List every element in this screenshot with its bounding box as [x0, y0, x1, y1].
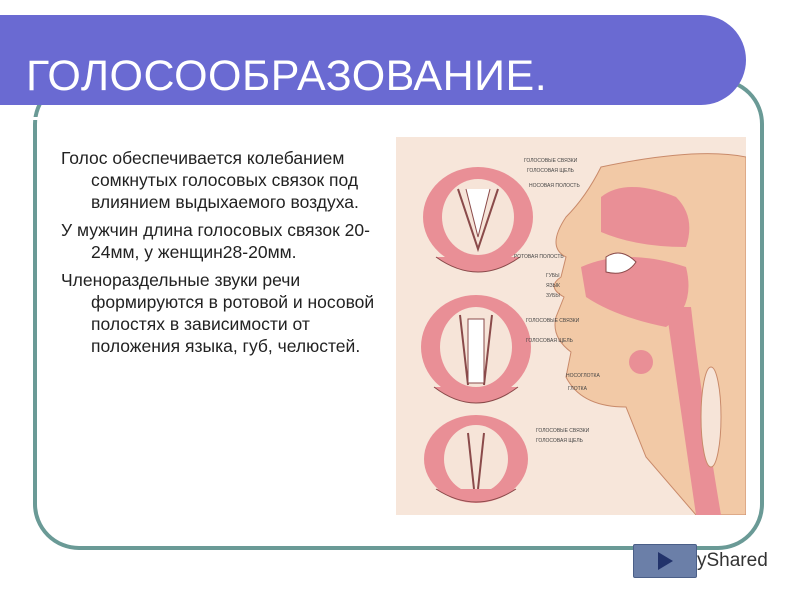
bullet-item: У мужчин длина голосовых связок 20-24мм, у женщин28-20мм. — [61, 220, 370, 262]
larynx-view-bottom — [424, 415, 528, 503]
play-arrow-icon — [655, 551, 675, 571]
bullet-list — [61, 147, 391, 363]
anatomy-drawing — [396, 137, 746, 515]
label-lips: ГУБЫ — [546, 273, 560, 279]
label-tongue: ЯЗЫК — [546, 283, 560, 289]
anatomy-illustration — [396, 137, 746, 515]
slide-title: ГОЛОСООБРАЗОВАНИЕ. — [26, 52, 548, 100]
label-nasopharynx: НОСОГЛОТКА — [566, 373, 600, 379]
label-nasal-cavity: НОСОВАЯ ПОЛОСТЬ — [529, 183, 580, 189]
bullet-item: Членораздельные звуки речи формируются в ротовой и носовой полостях в зависимости от положения языка, губ, челюстей. — [61, 270, 375, 356]
label-oral-cavity: РОТОВАЯ ПОЛОСТЬ — [514, 254, 564, 260]
next-slide-button[interactable] — [633, 544, 697, 578]
label-glottis-2: ГОЛОСОВАЯ ЩЕЛЬ — [526, 338, 573, 344]
brand-text: yShared — [697, 550, 768, 571]
label-glottis-3: ГОЛОСОВАЯ ЩЕЛЬ — [536, 438, 583, 444]
title-underline — [30, 117, 710, 120]
label-pharynx: ГЛОТКА — [568, 386, 587, 392]
label-glottis: ГОЛОСОВАЯ ЩЕЛЬ — [527, 168, 574, 174]
label-vocal-cords: ГОЛОСОВЫЕ СВЯЗКИ — [524, 158, 578, 164]
bullet-item: Голос обеспечивается колебанием сомкнутых голосовых связок под влиянием выдыхаемого воздуха. — [61, 148, 359, 212]
label-vocal-cords-2: ГОЛОСОВЫЕ СВЯЗКИ — [526, 318, 580, 324]
label-teeth: ЗУБЫ — [546, 293, 560, 299]
label-vocal-cords-3: ГОЛОСОВЫЕ СВЯЗКИ — [536, 428, 590, 434]
title-bar — [0, 15, 746, 105]
